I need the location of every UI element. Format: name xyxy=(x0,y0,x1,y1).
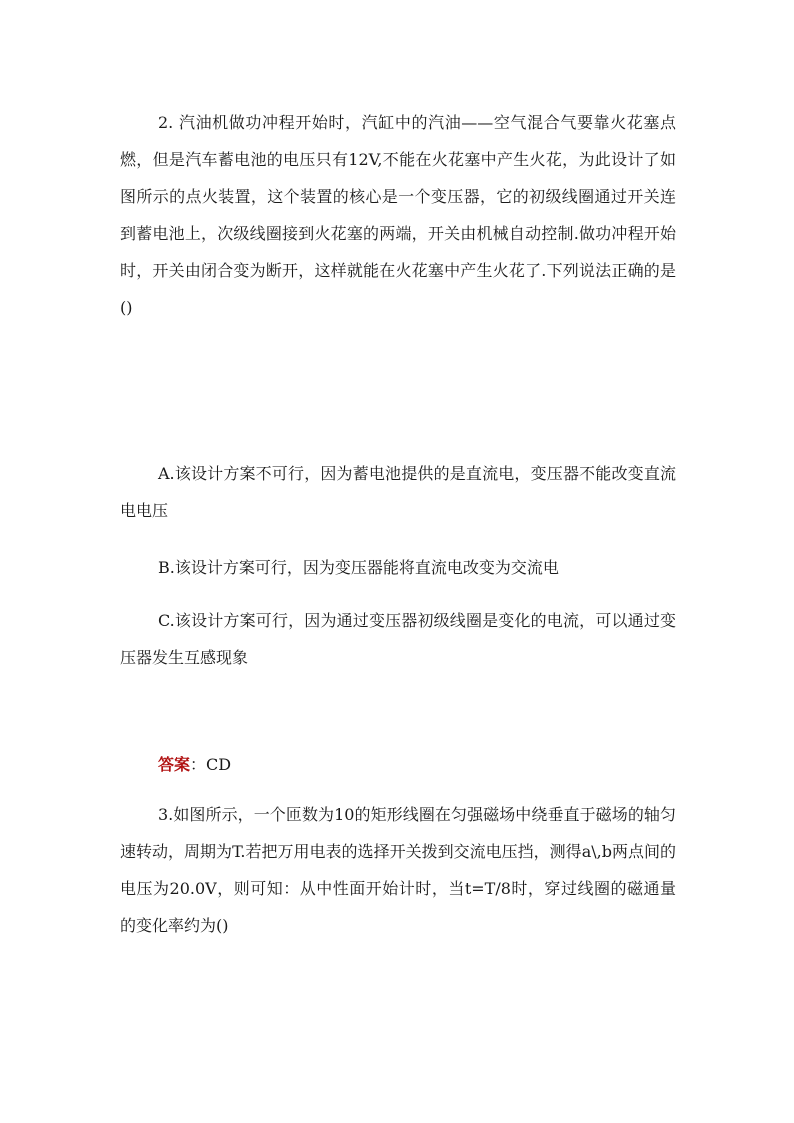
option-c: C.该设计方案可行，因为通过变压器初级线圈是变化的电流，可以通过变压器发生互感现象 xyxy=(120,611,676,667)
question-2-stem: 2. 汽油机做功冲程开始时，汽缸中的汽油——空气混合气要靠火花塞点燃，但是汽车蓄电池的电压只有12V,不能在火花塞中产生火花，为此设计了如图所示的点火装置，这个装置的核心是一个变压器，它的初级线圈通过开关连到蓄电池上，次级线圈接到火花塞的两端，开关由机械自动控制.做功冲程开始时，开关由闭合变为断开，这样就能在火花塞中产生火花了.下列说法正确的是() xyxy=(120,113,676,317)
answer-value: CD xyxy=(206,755,232,774)
option-a: A.该设计方案不可行，因为蓄电池提供的是直流电，变压器不能改变直流电电压 xyxy=(120,464,676,520)
question-3-stem: 3.如图所示，一个匝数为10的矩形线圈在匀强磁场中绕垂直于磁场的轴匀速转动，周期为T.若把万用电表的选择开关拨到交流电压挡，测得a\,b两点间的电压为20.0V，则可知：从中性面开始计时，当t=T/8时，穿过线圈的磁通量的变化率约为() xyxy=(120,805,676,935)
answer-separator: ： xyxy=(190,755,207,774)
option-b: B.该设计方案可行，因为变压器能将直流电改变为交流电 xyxy=(158,558,559,577)
answer-line xyxy=(120,746,676,783)
answer-label: 答案 xyxy=(158,755,191,774)
